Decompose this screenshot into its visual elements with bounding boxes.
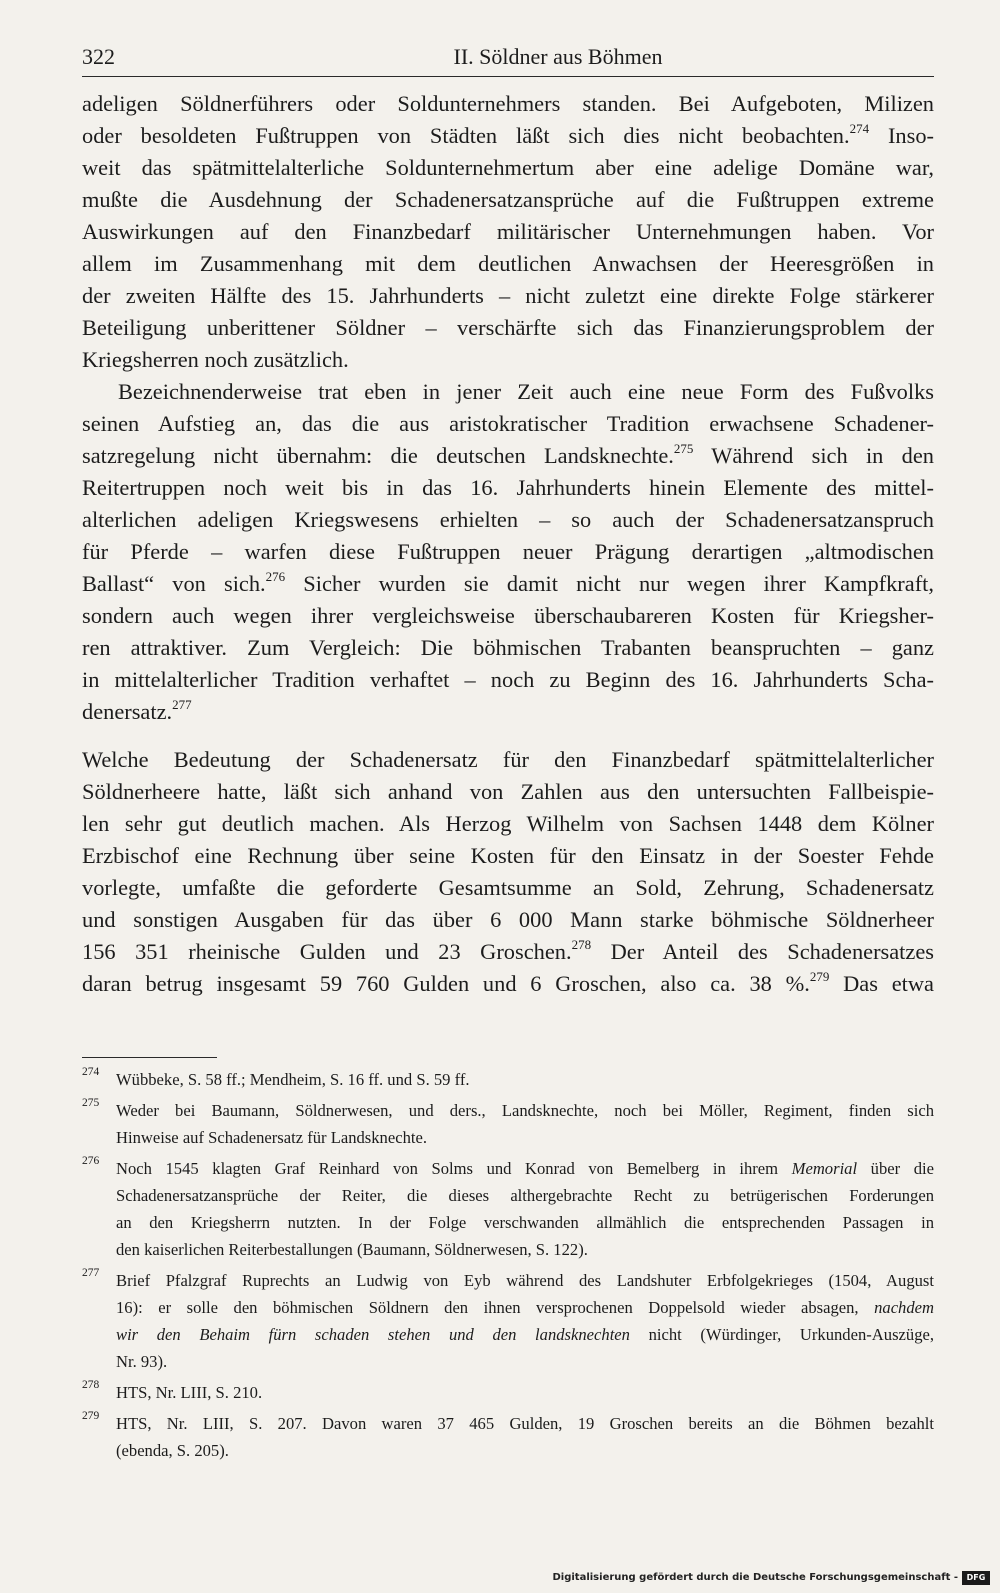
text-line: len sehr gut deutlich machen. Als Herzog Wilhelm von Sachsen 1448 dem Kölner — [82, 811, 934, 836]
footnote-line: den kaiserlichen Reiterbestallungen (Baumann, Söldnerwesen, S. 122). — [116, 1240, 588, 1259]
footnote-number: 279 — [82, 1410, 100, 1422]
footnote-276 — [82, 1155, 934, 1263]
text-line: satzregelung nicht übernahm: die deutschen Landsknechte.$^{275}$ Während sich in den — [82, 440, 934, 468]
text-line: adeligen Söldnerführers oder Soldunternehmers standen. Bei Aufgeboten, Milizen — [82, 91, 934, 116]
text-line: und sonstigen Ausgaben für das über 6 000 Mann starke böhmische Söldnerheer — [82, 907, 934, 932]
text-line: Reitertruppen noch weit bis in das 16. Jahrhunderts hinein Elemente des mittel- — [82, 475, 934, 500]
footnote-line: an den Kriegsherrn nutzten. In der Folge verschwanden allmählich die entsprechenden Passagen in — [116, 1213, 934, 1232]
footnote-line: Wübbeke, S. 58 ff.; Mendheim, S. 16 ff. und S. 59 ff. — [116, 1070, 470, 1089]
footnote-line: Weder bei Baumann, Söldnerwesen, und ders., Landsknechte, noch bei Möller, Regiment, finden sich — [116, 1101, 934, 1120]
text-line: der zweiten Hälfte des 15. Jahrhunderts – nicht zuletzt eine direkte Folge stärkerer — [82, 283, 934, 308]
text-line: Welche Bedeutung der Schadenersatz für den Finanzbedarf spätmittelalterlicher — [82, 747, 934, 772]
footnote-number: 277 — [82, 1267, 100, 1279]
footnote-line: (ebenda, S. 205). — [116, 1441, 229, 1460]
text-line: weit das spätmittelalterliche Soldunternehmertum aber eine adelige Domäne war, — [82, 155, 934, 180]
header-rule — [82, 76, 934, 77]
text-line: Ballast“ von sich.$^{276}$ Sicher wurden sie damit nicht nur wegen ihrer Kampfkraft, — [82, 568, 934, 596]
footnote-line: Hinweise auf Schadenersatz für Landsknechte. — [116, 1128, 428, 1147]
text-line: alterlichen adeligen Kriegswesens erhielten – so auch der Schadenersatzanspruch — [82, 507, 934, 532]
text-line: seinen Aufstieg an, das die aus aristokratischer Tradition erwachsene Schadener- — [82, 411, 934, 436]
paragraph-2 — [82, 376, 934, 728]
digitization-credit: Digitalisierung gefördert durch die Deutsche Forschungsgemeinschaft - — [552, 1572, 958, 1583]
footnote-275 — [82, 1097, 934, 1151]
footnotes — [82, 1066, 934, 1464]
footnote-ref-277[interactable]: 277 — [172, 696, 192, 712]
footnote-number: 278 — [82, 1379, 100, 1391]
footnote-line: 16): er solle den böhmischen Söldnern den ihnen versprochenen Doppelsold wieder absagen, nachdem — [116, 1298, 934, 1317]
footnote-ref-276[interactable]: 276 — [265, 568, 286, 584]
footnote-number: 274 — [82, 1066, 100, 1078]
text-line: daran betrug insgesamt 59 760 Gulden und 6 Groschen, also ca. 38 %.$^{279}$ Das etwa — [82, 968, 934, 996]
page-header — [82, 44, 934, 76]
footnote-ref-279[interactable]: 279 — [809, 968, 830, 984]
text-line: 156 351 rheinische Gulden und 23 Groschen.$^{278}$ Der Anteil des Schadenersatzes — [82, 936, 934, 964]
footnote-number: 276 — [82, 1155, 100, 1167]
text-line: für Pferde – warfen diese Fußtruppen neuer Prägung derartigen „altmodischen — [82, 539, 934, 564]
page-number: 322 — [82, 44, 115, 69]
footnote-rule — [82, 1057, 217, 1058]
text-line: ren attraktiver. Zum Vergleich: Die böhmischen Trabanten beanspruchten – ganz — [82, 635, 934, 660]
text-line: Auswirkungen auf den Finanzbedarf militärischer Unternehmungen haben. Vor — [82, 219, 934, 244]
main-text — [82, 88, 934, 1000]
footnote-279 — [82, 1410, 934, 1464]
text-line: Söldnerheere hatte, läßt sich anhand von Zahlen aus den untersuchten Fallbeispie- — [82, 779, 934, 804]
footnote-line: HTS, Nr. LIII, S. 207. Davon waren 37 465 Gulden, 19 Groschen bereits an die Böhmen bezahlt — [116, 1414, 934, 1433]
running-title: II. Söldner aus Böhmen — [453, 44, 663, 69]
footnote-ref-278[interactable]: 278 — [571, 936, 592, 952]
text-line: allem im Zusammenhang mit dem deutlichen Anwachsen der Heeresgrößen in — [82, 251, 934, 276]
italic-quote: wir den Behaim fürn schaden stehen und den landsknechten — [116, 1325, 630, 1344]
footnote-line: Schadenersatzansprüche der Reiter, die dieses althergebrachte Recht zu betrügerischen Forderungen — [116, 1186, 934, 1205]
footnote-line: HTS, Nr. LIII, S. 210. — [116, 1383, 263, 1402]
footnote-ref-275[interactable]: 275 — [673, 440, 694, 456]
section-gap — [82, 728, 934, 744]
footnote-277 — [82, 1267, 934, 1375]
text-line: Kriegsherren noch zusätzlich. — [82, 347, 349, 372]
text-line: sondern auch wegen ihrer vergleichsweise überschaubareren Kosten für Kriegsher- — [82, 603, 934, 628]
footnote-ref-274[interactable]: 274 — [849, 120, 870, 136]
text-line: in mittelalterlicher Tradition verhaftet – noch zu Beginn des 16. Jahrhunderts Scha- — [82, 667, 934, 692]
text-line: oder besoldeten Fußtruppen von Städten läßt sich dies nicht beobachten.$^{274}$ Inso- — [82, 120, 934, 148]
text-line: Erzbischof eine Rechnung über seine Kosten für den Einsatz in der Soester Fehde — [82, 843, 934, 868]
footnote-278 — [82, 1379, 934, 1406]
text-line: Beteiligung unberittener Söldner – verschärfte sich das Finanzierungsproblem der — [82, 315, 934, 340]
footnote-number: 275 — [82, 1097, 100, 1109]
text-line: vorlegte, umfaßte die geforderte Gesamtsumme an Sold, Zehrung, Schadenersatz — [82, 875, 934, 900]
italic-quote: nachdem — [874, 1298, 934, 1317]
paragraph-3 — [82, 744, 934, 1000]
footnote-line: Brief Pfalzgraf Ruprechts an Ludwig von Eyb während des Landshuter Erbfolgekrieges (1504, August — [116, 1271, 934, 1290]
italic-title: Memorial — [791, 1159, 858, 1178]
text-line: mußte die Ausdehnung der Schadenersatzansprüche auf die Fußtruppen extreme — [82, 187, 934, 212]
text-line: denersatz.$^{277}$ — [82, 696, 192, 724]
footnote-line: Nr. 93). — [116, 1352, 168, 1371]
footnote-line: wir den Behaim fürn schaden stehen und den landsknechten nicht (Würdinger, Urkunden-Auszüge, — [116, 1325, 934, 1344]
paragraph-1 — [82, 88, 934, 376]
dfg-logo: DFG — [962, 1571, 990, 1585]
text-line: Bezeichnenderweise trat eben in jener Zeit auch eine neue Form des Fußvolks — [118, 379, 934, 404]
footnote-274 — [82, 1066, 934, 1093]
footnote-line: Noch 1545 klagten Graf Reinhard von Solms und Konrad von Bemelberg in ihrem Memorial über die — [116, 1159, 934, 1178]
